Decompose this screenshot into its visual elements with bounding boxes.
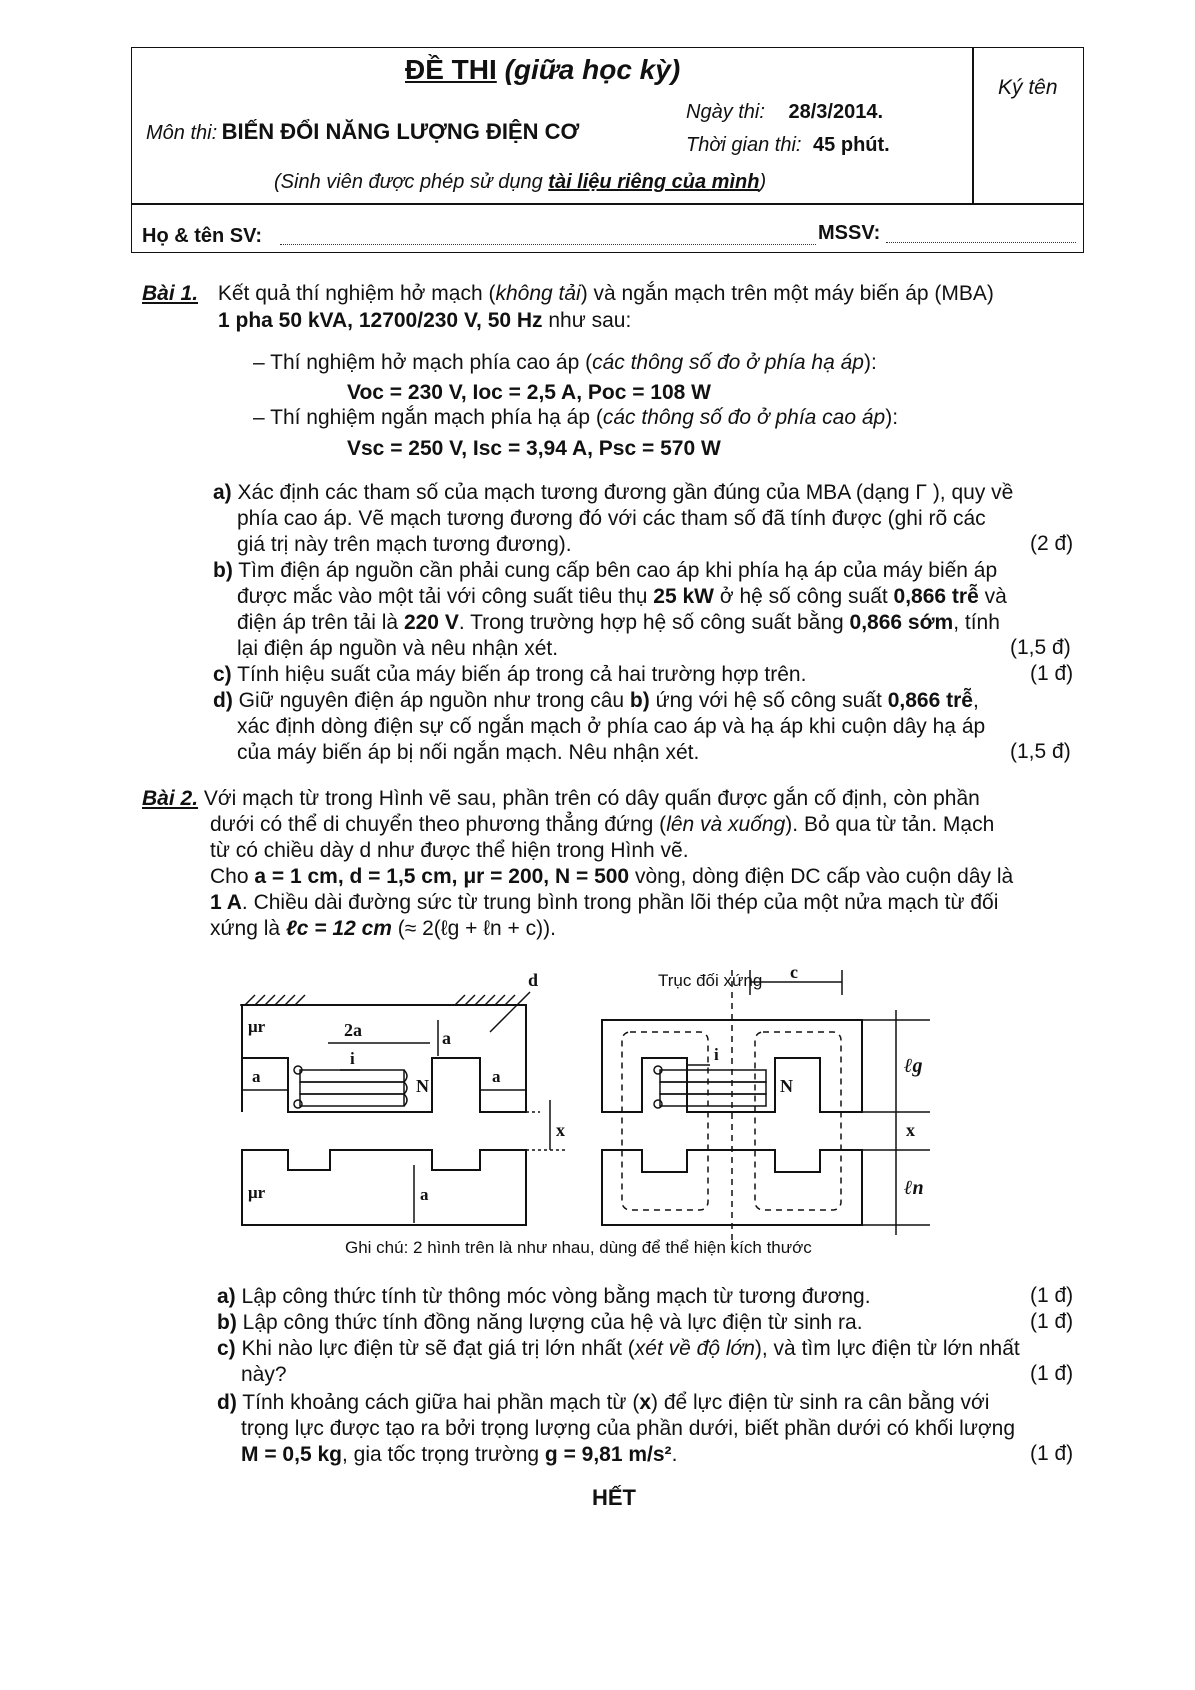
bai1-intro-2: 1 pha 50 kVA, 12700/230 V, 50 Hz như sau: [218, 309, 632, 332]
bai2-p1: Bài 2. Với mạch từ trong Hình vẽ sau, phần trên có dây quấn được gắn cố định, còn phần [142, 787, 980, 810]
figure-caption: Ghi chú: 2 hình trên là như nhau, dùng để thể hiện kích thước [345, 1238, 812, 1257]
bai1-a-3: giá trị này trên mạch tương đương). [237, 533, 572, 556]
sign-label: Ký tên [998, 76, 1058, 99]
upper-core-right-fig [602, 1020, 862, 1112]
bai2-d-points: (1 đ) [1030, 1442, 1074, 1465]
fig-label-d: d [528, 970, 539, 990]
bai2-b-1: b) Lập công thức tính đồng năng lượng của hệ và lực điện từ sinh ra. [217, 1311, 863, 1334]
bai2-p3: từ có chiều dày d như được thể hiện trong Hình vẽ. [210, 839, 689, 862]
bai2-a-points: (1 đ) [1030, 1284, 1074, 1307]
header-divider-vertical [972, 48, 974, 203]
fig-label-a-top: a [442, 1028, 451, 1048]
end-marker: HẾT [592, 1485, 636, 1510]
subject-line: Môn thi: BIẾN ĐỔI NĂNG LƯỢNG ĐIỆN CƠ [146, 119, 580, 144]
bai1-oc-values: Voc = 230 V, Ioc = 2,5 A, Poc = 108 W [347, 381, 712, 404]
header-divider-horizontal [132, 203, 1083, 205]
fig-label-a-bottom: a [420, 1185, 429, 1204]
bai1-a-points: (2 đ) [1030, 532, 1074, 555]
flux-path-dashed [622, 970, 841, 1250]
bai1-d-points: (1,5 đ) [1010, 740, 1071, 763]
coil-left-fig [294, 1066, 407, 1108]
student-id-label: MSSV: [818, 222, 881, 244]
exam-duration: Thời gian thi: 45 phút. [686, 134, 890, 156]
bai1-oc-desc: – Thí nghiệm hở mạch phía cao áp (các thông số đo ở phía hạ áp): [253, 351, 877, 374]
fig-label-i-left: i [350, 1049, 355, 1068]
bai1-a-1: a) Xác định các tham số của mạch tương đương gần đúng của MBA (dạng Γ ), quy về [213, 481, 1014, 504]
bai1-d-2: xác định dòng điện sự cố ngắn mạch ở phía cao áp và hạ áp khi cuộn dây hạ áp [237, 715, 986, 738]
fig-label-mu-top: μr [248, 1017, 266, 1036]
fig-label-a-left: a [252, 1067, 261, 1086]
fig-axis-label: Trục đối xứng [658, 971, 763, 990]
fig-label-c: c [790, 962, 798, 982]
bai1-intro-1: Bài 1. Kết quả thí nghiệm hở mạch (không tải) và ngắn mạch trên một máy biến áp (MBA) [142, 282, 994, 305]
dimension-lines-right [750, 970, 930, 1235]
fig-label-2a: 2a [344, 1020, 362, 1040]
bai1-b-4: lại điện áp nguồn và nêu nhận xét. [237, 637, 559, 660]
magnetic-circuit-figure [230, 960, 1010, 1260]
bai1-c-points: (1 đ) [1030, 662, 1074, 685]
bai2-p4: Cho a = 1 cm, d = 1,5 cm, μr = 200, N = 500 vòng, dòng điện DC cấp vào cuộn dây là [210, 865, 1014, 888]
exam-title: ĐỀ THI (giữa học kỳ) [405, 54, 681, 85]
bai1-sc-desc: – Thí nghiệm ngắn mạch phía hạ áp (các thông số đo ở phía cao áp): [253, 406, 899, 429]
bai2-c-1: c) Khi nào lực điện từ sẽ đạt giá trị lớn nhất (xét về độ lớn), và tìm lực điện từ lớn nhất [217, 1337, 1020, 1360]
bai1-b-3: điện áp trên tải là 220 V. Trong trường hợp hệ số công suất bằng 0,866 sớm, tính [237, 611, 1000, 634]
lower-core-left-fig [242, 1150, 526, 1225]
bai1-b-1: b) Tìm điện áp nguồn cần phải cung cấp bên cao áp khi phía hạ áp của máy biến áp [213, 559, 998, 582]
bai2-c-points: (1 đ) [1030, 1362, 1074, 1385]
bai2-d-2: trọng lực được tạo ra bởi trọng lượng của phần dưới, biết phần dưới có khối lượng [241, 1417, 1016, 1440]
fig-label-x-right: x [906, 1120, 915, 1140]
bai2-d-1: d) Tính khoảng cách giữa hai phần mạch từ (x) để lực điện từ sinh ra cân bằng với [217, 1391, 990, 1414]
bai1-sc-values: Vsc = 250 V, Isc = 3,94 A, Psc = 570 W [347, 437, 721, 460]
fig-label-N-right: N [780, 1076, 793, 1096]
fig-label-mu-bottom: μr [248, 1183, 266, 1202]
bai1-d-3: của máy biến áp bị nối ngắn mạch. Nêu nhận xét. [237, 741, 700, 764]
bai1-a-2: phía cao áp. Vẽ mạch tương đương đó với các tham số đã tính được (ghi rõ các [237, 507, 986, 530]
fig-label-ln: ℓn [904, 1177, 924, 1199]
student-name-label: Họ & tên SV: [142, 225, 263, 247]
bai2-p5: 1 A. Chiều dài đường sức từ trung bình trong phần lõi thép của một nửa mạch từ đối [210, 891, 999, 914]
fixed-support-hatch-left [240, 995, 520, 1005]
bai2-d-3: M = 0,5 kg, gia tốc trọng trường g = 9,81 m/s². [241, 1443, 678, 1466]
bai1-b-2: được mắc vào một tải với công suất tiêu thụ 25 kW ở hệ số công suất 0,866 trễ và [237, 585, 1007, 608]
bai2-p6: xứng là ℓc = 12 cm (≈ 2(ℓg + ℓn + c)). [210, 917, 556, 940]
student-id-field[interactable] [886, 241, 1076, 243]
bai1-b-points: (1,5 đ) [1010, 636, 1071, 659]
fig-label-i-right: i [714, 1045, 719, 1064]
fig-label-x-left: x [556, 1120, 565, 1140]
fig-label-a-right: a [492, 1067, 501, 1086]
bai2-c-2: này? [241, 1363, 287, 1386]
bai2-b-points: (1 đ) [1030, 1310, 1074, 1333]
student-name-field[interactable] [280, 243, 816, 245]
bai1-c-1: c) Tính hiệu suất của máy biến áp trong cả hai trường hợp trên. [213, 663, 807, 686]
upper-core-left-fig [242, 1005, 526, 1112]
bai2-a-1: a) Lập công thức tính từ thông móc vòng bằng mạch từ tương đương. [217, 1285, 871, 1308]
materials-note: (Sinh viên được phép sử dụng tài liệu riêng của mình) [274, 171, 767, 193]
fig-label-N-left: N [416, 1076, 429, 1096]
fig-label-lg: ℓg [904, 1055, 923, 1077]
exam-date: Ngày thi: 28/3/2014. [686, 101, 884, 123]
bai1-d-1: d) Giữ nguyên điện áp nguồn như trong câu b) ứng với hệ số công suất 0,866 trễ, [213, 689, 979, 712]
bai2-p2: dưới có thể di chuyển theo phương thẳng đứng (lên và xuống). Bỏ qua từ tản. Mạch [210, 813, 995, 836]
coil-right-fig [654, 1065, 766, 1108]
